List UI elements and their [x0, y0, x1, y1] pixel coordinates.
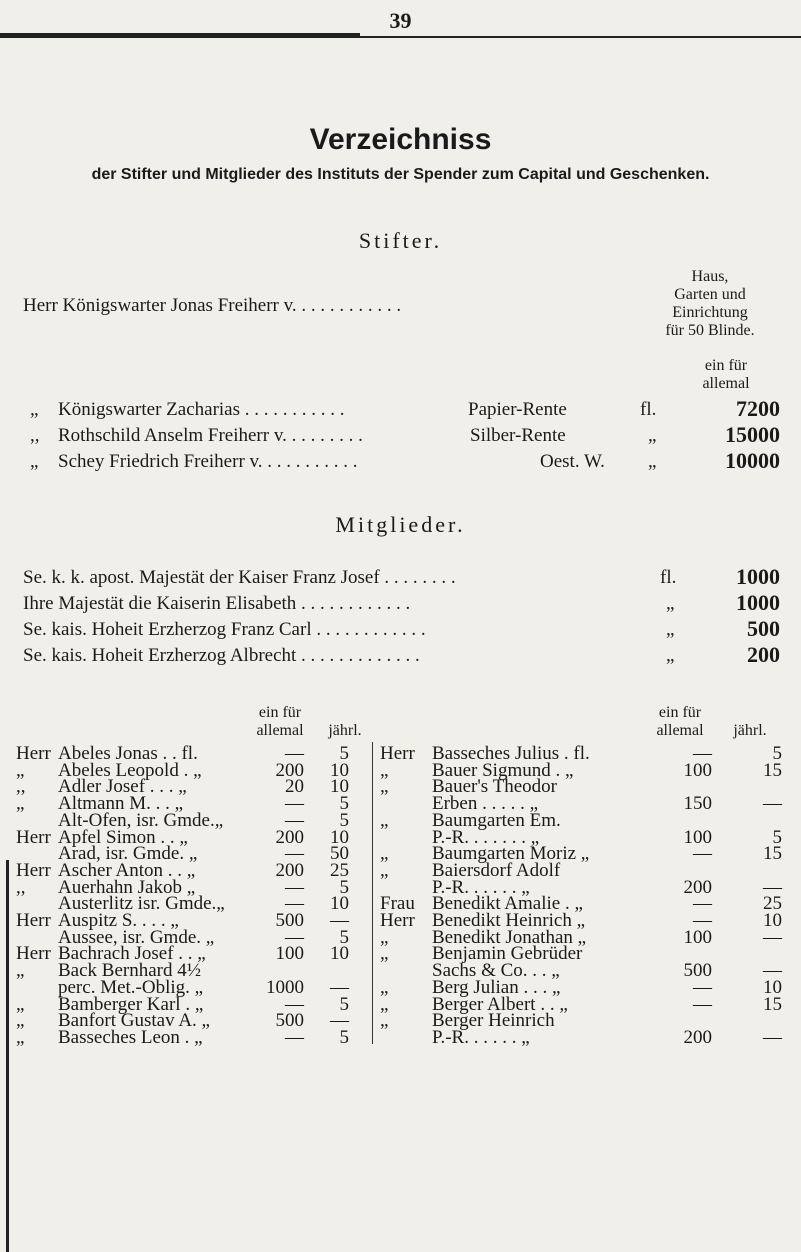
member-amount-once: 500	[275, 910, 304, 931]
member-title: ,,	[16, 876, 26, 898]
member-amount-yearly: 10	[330, 826, 349, 848]
stifter-first-donation-line: für 50 Blinde.	[665, 322, 755, 339]
page-number: 39	[389, 8, 412, 33]
member-amount-once: —	[693, 843, 712, 865]
member-name: Auspitz S. . . . „	[58, 910, 179, 931]
stifter-row-unit: „	[648, 425, 657, 446]
right-col-header-yearly: jährl.	[733, 722, 767, 739]
member-name: Adler Josef . . . „	[58, 776, 187, 798]
member-amount-yearly: 5	[339, 793, 349, 815]
member-name: Apfel Simon . . „	[58, 826, 188, 848]
stifter-row-unit: fl.	[640, 399, 657, 420]
royal-name: Se. kais. Hoheit Erzherzog Franz Carl . . . . . . . . . . . .	[23, 619, 426, 640]
member-amount-once: 200	[275, 826, 304, 848]
member-amount-once: —	[693, 976, 712, 998]
stifter-row-prefix: „	[30, 399, 39, 420]
member-title: Herr	[16, 743, 51, 764]
member-name: Aussee, isr. Gmde. „	[58, 926, 215, 948]
member-name: Baumgarten Em.	[432, 809, 561, 831]
member-amount-once: —	[693, 910, 712, 931]
member-amount-yearly: 5	[339, 993, 349, 1015]
member-name: Baumgarten Moriz „	[432, 843, 590, 865]
stifter-first-donation-line: Garten und	[674, 286, 746, 303]
member-name: Baiersdorf Adolf	[432, 859, 561, 881]
member-amount-yearly: 50	[330, 843, 349, 865]
stifter-row-prefix: „	[30, 451, 39, 472]
member-title: Herr	[16, 859, 51, 881]
member-amount-yearly: 5	[772, 743, 782, 764]
member-title: „	[16, 1026, 25, 1048]
member-amount-once: —	[285, 993, 304, 1015]
section-heading-stifter: Stifter.	[358, 228, 443, 253]
royal-unit: fl.	[660, 567, 677, 588]
member-title: „	[16, 993, 25, 1015]
stifter-first-donation-line: Haus,	[691, 268, 729, 285]
member-amount-yearly: 10	[763, 910, 782, 931]
member-amount-once: 100	[275, 943, 304, 965]
royal-unit: „	[666, 619, 675, 640]
member-title: „	[380, 976, 389, 998]
member-amount-yearly: 5	[339, 926, 349, 948]
stifter-row-name: Schey Friedrich Freiherr v. . . . . . . . . . .	[58, 451, 358, 472]
member-amount-yearly: —	[763, 1026, 782, 1048]
member-amount-once: 1000	[266, 976, 304, 998]
member-name: Abeles Leopold . „	[58, 759, 202, 781]
member-amount-yearly: 10	[330, 759, 349, 781]
member-amount-yearly: 5	[339, 809, 349, 831]
member-amount-once: 500	[683, 960, 712, 982]
stifter-col-header: ein für	[704, 357, 748, 374]
member-amount-once: —	[693, 993, 712, 1015]
member-amount-once: 150	[683, 793, 712, 815]
member-name: Benedikt Amalie . „	[432, 893, 583, 915]
member-amount-yearly: —	[763, 960, 782, 982]
document-subtitle: der Stifter und Mitglieder des Instituts der Spender zum Capital und Geschenken.	[91, 166, 710, 183]
member-amount-once: —	[693, 743, 712, 764]
stifter-row-name: Königswarter Zacharias . . . . . . . . . . .	[58, 399, 345, 420]
member-amount-once: —	[285, 876, 304, 898]
royal-unit: „	[666, 593, 675, 614]
member-amount-yearly: 5	[339, 1026, 349, 1048]
member-title: „	[380, 776, 389, 798]
member-amount-once: —	[693, 893, 712, 915]
member-amount-yearly: 10	[763, 976, 782, 998]
right-col-header-once: allemal	[656, 722, 704, 739]
member-name: Erben . . . . . „	[432, 793, 539, 815]
member-name: Benedikt Jonathan „	[432, 926, 587, 948]
document-title: Verzeichniss	[309, 123, 492, 156]
member-name: Basseches Julius . fl.	[432, 743, 590, 764]
left-col-header-yearly: jährl.	[328, 722, 362, 739]
member-amount-once: —	[285, 1026, 304, 1048]
member-amount-once: —	[285, 743, 304, 764]
member-amount-yearly: 5	[339, 743, 349, 764]
member-title: „	[16, 793, 25, 815]
member-amount-once: 500	[275, 1010, 304, 1032]
royal-unit: „	[666, 645, 675, 666]
member-amount-once: —	[285, 926, 304, 948]
member-name: P.-R. . . . . . „	[432, 876, 530, 898]
stifter-row-name: Rothschild Anselm Freiherr v. . . . . . . . .	[58, 425, 363, 446]
member-amount-yearly: —	[330, 976, 349, 998]
member-title: Herr	[16, 910, 51, 931]
stifter-row-type: Silber-Rente	[470, 425, 566, 446]
member-amount-once: 20	[285, 776, 304, 798]
member-amount-yearly: 10	[330, 776, 349, 798]
member-amount-yearly: 15	[763, 759, 782, 781]
stifter-row-amount: 7200	[736, 396, 780, 421]
member-name: Berger Heinrich	[432, 1010, 555, 1032]
page-edge-shadow	[6, 860, 9, 1252]
member-amount-yearly: 5	[772, 826, 782, 848]
royal-name: Se. k. k. apost. Majestät der Kaiser Franz Josef . . . . . . . .	[23, 567, 456, 588]
member-name: perc. Met.-Oblig. „	[58, 976, 204, 998]
member-name: Sachs & Co. . . „	[432, 960, 560, 982]
member-name: P.-R. . . . . . „	[432, 1026, 530, 1048]
member-name: Bamberger Karl . „	[58, 993, 204, 1015]
member-name: Abeles Jonas . . fl.	[58, 743, 198, 764]
royal-amount: 1000	[736, 564, 780, 589]
member-title: „	[16, 1010, 25, 1032]
section-heading-mitglieder: Mitglieder.	[335, 512, 466, 537]
member-name: Bauer Sigmund . „	[432, 759, 574, 781]
member-name: Bachrach Josef . . „	[58, 943, 206, 965]
column-divider	[372, 742, 373, 1044]
header-rule	[0, 36, 801, 38]
member-name: Benedikt Heinrich „	[432, 910, 586, 931]
right-col-header-once: ein für	[658, 704, 702, 721]
stifter-row-amount: 10000	[725, 448, 780, 473]
member-title: „	[380, 1010, 389, 1032]
stifter-first-donation-line: Einrichtung	[672, 304, 748, 321]
royal-amount: 200	[747, 642, 780, 667]
member-name: Bauer's Theodor	[432, 776, 557, 798]
member-title: Herr	[16, 943, 51, 965]
member-amount-once: —	[285, 793, 304, 815]
royal-name: Ihre Majestät die Kaiserin Elisabeth . . . . . . . . . . . .	[23, 593, 411, 614]
stifter-row-type: Papier-Rente	[468, 399, 567, 420]
member-name: Back Bernhard 4½	[58, 960, 201, 982]
member-amount-once: 200	[275, 859, 304, 881]
member-amount-yearly: 15	[763, 993, 782, 1015]
stifter-col-header: allemal	[702, 375, 750, 392]
member-title: Herr	[380, 743, 415, 764]
member-amount-once: 200	[683, 876, 712, 898]
member-name: Arad, isr. Gmde. „	[58, 843, 198, 865]
member-name: Altmann M. . . „	[58, 793, 184, 815]
member-amount-once: —	[285, 843, 304, 865]
member-name: Berg Julian . . . „	[432, 976, 561, 998]
member-title: „	[380, 993, 389, 1015]
member-amount-once: 100	[683, 826, 712, 848]
member-amount-yearly: 10	[330, 943, 349, 965]
member-title: „	[16, 759, 25, 781]
royal-name: Se. kais. Hoheit Erzherzog Albrecht . . . . . . . . . . . . .	[23, 645, 420, 666]
stifter-row-type: Oest. W.	[540, 451, 605, 472]
member-name: Alt-Ofen, isr. Gmde.„	[58, 809, 224, 831]
member-title: „	[380, 943, 389, 965]
member-name: Banfort Gustav A. „	[58, 1010, 210, 1032]
member-title: Frau	[380, 893, 415, 915]
member-name: Basseches Leon . „	[58, 1026, 203, 1048]
stifter-row-prefix: ,,	[30, 425, 40, 446]
member-amount-yearly: —	[330, 1010, 349, 1032]
member-amount-once: 100	[683, 759, 712, 781]
left-col-header-once: allemal	[256, 722, 304, 739]
left-col-header-once: ein für	[258, 704, 302, 721]
member-amount-yearly: 10	[330, 893, 349, 915]
member-amount-once: 200	[275, 759, 304, 781]
royal-amount: 500	[747, 616, 780, 641]
member-amount-once: 200	[683, 1026, 712, 1048]
member-amount-yearly: 15	[763, 843, 782, 865]
member-amount-once: 100	[683, 926, 712, 948]
member-title: „	[380, 809, 389, 831]
member-title: „	[380, 859, 389, 881]
member-title: Herr	[16, 826, 51, 848]
member-name: Ascher Anton . . „	[58, 859, 196, 881]
stifter-row-unit: „	[648, 451, 657, 472]
member-title: „	[380, 926, 389, 948]
member-amount-yearly: —	[763, 793, 782, 815]
member-amount-once: —	[285, 893, 304, 915]
member-amount-yearly: —	[763, 876, 782, 898]
member-title: ,,	[16, 776, 26, 798]
royal-amount: 1000	[736, 590, 780, 615]
member-name: Austerlitz isr. Gmde.„	[58, 893, 225, 915]
stifter-first-entry-name: Herr Königswarter Jonas Freiherr v. . . . . . . . . . . .	[23, 295, 402, 316]
member-amount-yearly: 25	[330, 859, 349, 881]
member-name: Auerhahn Jakob „	[58, 876, 196, 898]
member-amount-once: —	[285, 809, 304, 831]
member-amount-yearly: 5	[339, 876, 349, 898]
member-title: „	[380, 759, 389, 781]
member-title: Herr	[380, 910, 415, 931]
member-amount-yearly: —	[330, 910, 349, 931]
member-name: P.-R. . . . . . . „	[432, 826, 540, 848]
stifter-row-amount: 15000	[725, 422, 780, 447]
member-name: Benjamin Gebrüder	[432, 943, 583, 965]
member-amount-yearly: 25	[763, 893, 782, 915]
member-name: Berger Albert . . „	[432, 993, 568, 1015]
member-title: „	[380, 843, 389, 865]
member-amount-yearly: —	[763, 926, 782, 948]
member-title: „	[16, 960, 25, 982]
